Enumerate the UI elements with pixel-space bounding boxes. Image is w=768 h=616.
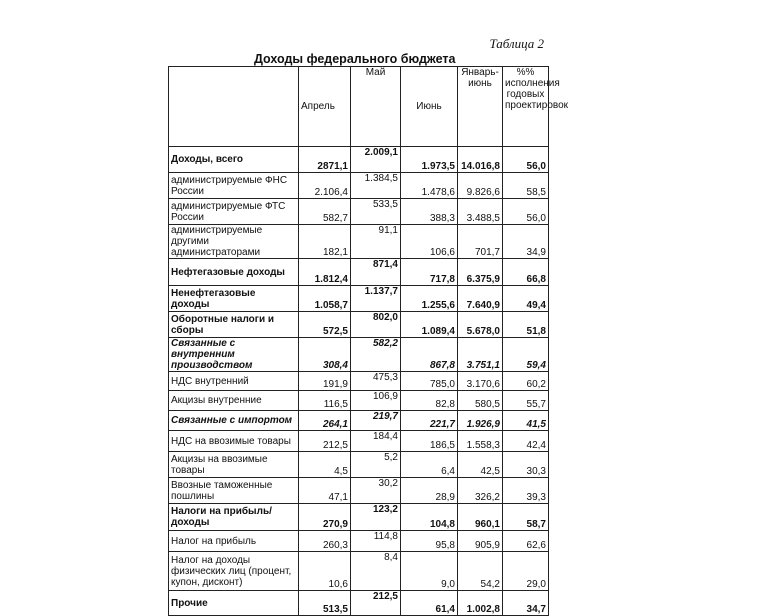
cell-may: 5,2 [351,452,401,478]
cell-pct: 55,7 [503,391,549,411]
cell-jan-jun: 1.926,9 [458,411,503,431]
cell-june: 1.089,4 [401,312,458,338]
cell-april: 270,9 [299,504,351,531]
row-label: Налог на прибыль [169,531,299,552]
cell-jan-jun: 14.016,8 [458,147,503,173]
cell-april: 2871,1 [299,147,351,173]
header-june: Июнь [401,67,458,147]
cell-pct: 56,0 [503,147,549,173]
cell-pct: 51,8 [503,312,549,338]
cell-pct: 41,5 [503,411,549,431]
row-label: НДС на ввозимые товары [169,431,299,452]
cell-may: 106,9 [351,391,401,411]
table-row [169,552,549,591]
cell-june: 106,6 [401,225,458,259]
cell-pct: 49,4 [503,286,549,312]
cell-may: 184,4 [351,431,401,452]
cell-jan-jun: 9.826,6 [458,173,503,199]
cell-jan-jun: 7.640,9 [458,286,503,312]
header-jan-jun: Январь-июнь [458,67,503,147]
table-row [169,312,549,338]
cell-pct: 58,5 [503,173,549,199]
cell-june: 867,8 [401,338,458,372]
table-row [169,531,549,552]
table-row [169,286,549,312]
row-label: Связанные с импортом [169,411,299,431]
cell-june: 221,7 [401,411,458,431]
cell-jan-jun: 3.751,1 [458,338,503,372]
row-label: Налоги на прибыль/доходы [169,504,299,531]
header-may: Май [351,67,401,147]
table-row [169,372,549,391]
cell-june: 82,8 [401,391,458,411]
cell-jan-jun: 6.375,9 [458,259,503,286]
cell-may: 802,0 [351,312,401,338]
cell-june: 785,0 [401,372,458,391]
cell-jan-jun: 54,2 [458,552,503,591]
cell-june: 1.478,6 [401,173,458,199]
cell-may: 533,5 [351,199,401,225]
row-label: Нефтегазовые доходы [169,259,299,286]
cell-pct: 39,3 [503,478,549,504]
header-april: Апрель [299,67,351,147]
cell-may: 123,2 [351,504,401,531]
cell-june: 388,3 [401,199,458,225]
cell-april: 4,5 [299,452,351,478]
table-row [169,391,549,411]
row-label: Оборотные налоги и сборы [169,312,299,338]
cell-may: 91,1 [351,225,401,259]
cell-april: 191,9 [299,372,351,391]
cell-jan-jun: 960,1 [458,504,503,531]
cell-june: 61,4 [401,591,458,616]
row-label: Ввозные таможенные пошлины [169,478,299,504]
cell-pct: 58,7 [503,504,549,531]
cell-april: 212,5 [299,431,351,452]
table-title: Доходы федерального бюджета [254,52,456,66]
table-row [169,147,549,173]
cell-pct: 29,0 [503,552,549,591]
cell-pct: 60,2 [503,372,549,391]
cell-jan-jun: 326,2 [458,478,503,504]
table-row [169,411,549,431]
cell-april: 1.058,7 [299,286,351,312]
cell-june: 1.973,5 [401,147,458,173]
cell-june: 9,0 [401,552,458,591]
cell-jan-jun: 905,9 [458,531,503,552]
cell-may: 871,4 [351,259,401,286]
cell-april: 264,1 [299,411,351,431]
cell-may: 212,5 [351,591,401,616]
row-label: Связанные с внутренним производством [169,338,299,372]
table-header-row [169,67,549,147]
table-row [169,478,549,504]
cell-april: 572,5 [299,312,351,338]
table-row [169,452,549,478]
cell-april: 47,1 [299,478,351,504]
cell-june: 95,8 [401,531,458,552]
cell-jan-jun: 3.488,5 [458,199,503,225]
row-label: администрируемые другими администраторами [169,225,299,259]
cell-pct: 66,8 [503,259,549,286]
cell-pct: 42,4 [503,431,549,452]
cell-april: 10,6 [299,552,351,591]
row-label: Прочие [169,591,299,616]
cell-pct: 62,6 [503,531,549,552]
cell-april: 260,3 [299,531,351,552]
cell-may: 2.009,1 [351,147,401,173]
table-row [169,259,549,286]
cell-april: 582,7 [299,199,351,225]
table-row [169,225,549,259]
cell-may: 582,2 [351,338,401,372]
header-label [169,67,299,147]
cell-june: 6,4 [401,452,458,478]
cell-april: 1.812,4 [299,259,351,286]
cell-june: 717,8 [401,259,458,286]
cell-june: 186,5 [401,431,458,452]
cell-pct: 56,0 [503,199,549,225]
row-label: Акцизы внутренние [169,391,299,411]
budget-table [168,66,569,616]
cell-june: 28,9 [401,478,458,504]
row-label: Доходы, всего [169,147,299,173]
cell-jan-jun: 701,7 [458,225,503,259]
cell-may: 475,3 [351,372,401,391]
table-row [169,431,549,452]
cell-may: 219,7 [351,411,401,431]
cell-may: 1.137,7 [351,286,401,312]
cell-may: 114,8 [351,531,401,552]
cell-pct: 34,9 [503,225,549,259]
cell-jan-jun: 1.558,3 [458,431,503,452]
row-label: администрируемые ФНС России [169,173,299,199]
cell-may: 1.384,5 [351,173,401,199]
row-label: НДС внутренний [169,372,299,391]
row-label: Ненефтегазовые доходы [169,286,299,312]
row-label: Налог на доходы физических лиц (процент, купон, дисконт) [169,552,299,591]
table-row [169,338,549,372]
cell-april: 513,5 [299,591,351,616]
table-row [169,173,549,199]
table-caption: Таблица 2 [489,36,544,51]
table-row [169,591,549,616]
cell-april: 308,4 [299,338,351,372]
row-label: администрируемые ФТС России [169,199,299,225]
cell-jan-jun: 42,5 [458,452,503,478]
cell-jan-jun: 5.678,0 [458,312,503,338]
cell-pct: 30,3 [503,452,549,478]
row-label: Акцизы на ввозимые товары [169,452,299,478]
cell-jan-jun: 3.170,6 [458,372,503,391]
cell-pct: 59,4 [503,338,549,372]
table-row [169,199,549,225]
cell-april: 116,5 [299,391,351,411]
cell-april: 182,1 [299,225,351,259]
cell-june: 104,8 [401,504,458,531]
cell-jan-jun: 1.002,8 [458,591,503,616]
table-row [169,504,549,531]
cell-jan-jun: 580,5 [458,391,503,411]
header-pct: %% исполнения годовых проектировок [503,67,549,147]
cell-may: 8,4 [351,552,401,591]
cell-april: 2.106,4 [299,173,351,199]
cell-may: 30,2 [351,478,401,504]
cell-pct: 34,7 [503,591,549,616]
cell-june: 1.255,6 [401,286,458,312]
